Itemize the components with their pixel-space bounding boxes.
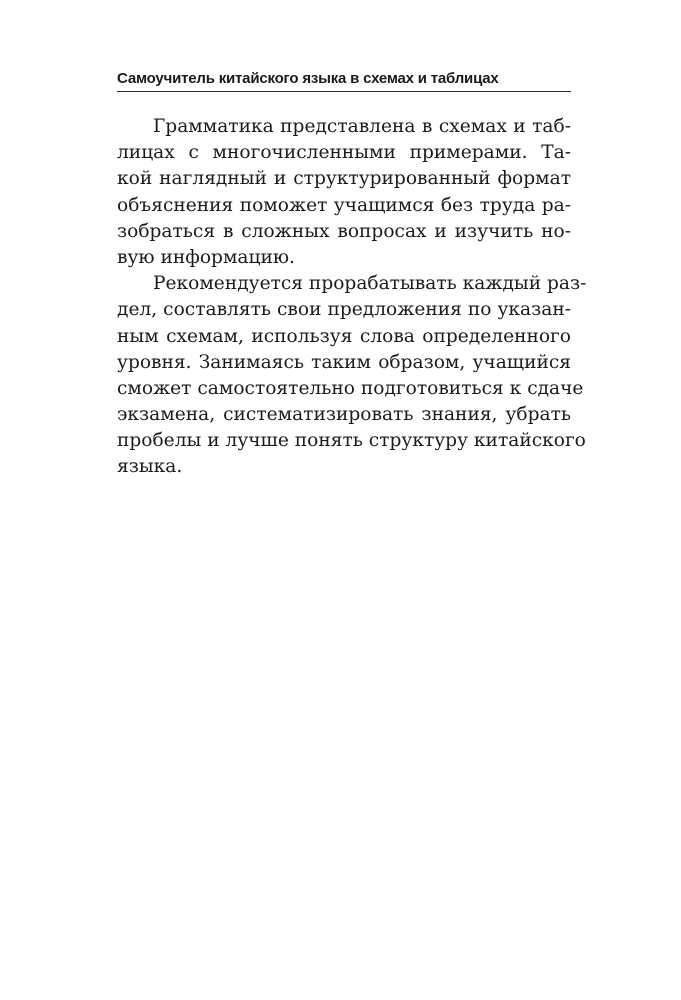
- text-line: дел, составлять свои предложения по указан-: [117, 299, 571, 321]
- text-line: экзамена, систематизировать знания, убрать: [117, 404, 571, 426]
- text-line: кой наглядный и структурированный формат: [117, 168, 571, 190]
- text-line: уровня. Занимаясь таким образом, учащийся: [117, 351, 571, 373]
- text-line: Грамматика представлена в схемах и таб-: [153, 116, 571, 137]
- header-rule: [117, 91, 571, 92]
- paragraph-1: [117, 114, 571, 271]
- text-line: лицах с многочисленными примерами. Та-: [117, 142, 571, 164]
- text-line: зобраться в сложных вопросах и изучить но-: [117, 220, 571, 242]
- body-text: [117, 114, 587, 481]
- text-line: Рекомендуется прорабатывать каждый раз-: [153, 273, 587, 295]
- text-line: сможет самостоятельно подготовиться к сдаче: [117, 377, 584, 399]
- text-line: ным схемам, используя слова определенного: [117, 325, 571, 347]
- text-line: языка.: [117, 456, 183, 478]
- running-head: Самоучитель китайского языка в схемах и таблицах: [117, 70, 499, 87]
- text-line: вую информацию.: [117, 246, 295, 268]
- text-line: объяснения поможет учащимся без труда ра-: [117, 194, 571, 216]
- paragraph-2: [117, 271, 587, 481]
- text-line: пробелы и лучше понять структуру китайского: [117, 430, 586, 452]
